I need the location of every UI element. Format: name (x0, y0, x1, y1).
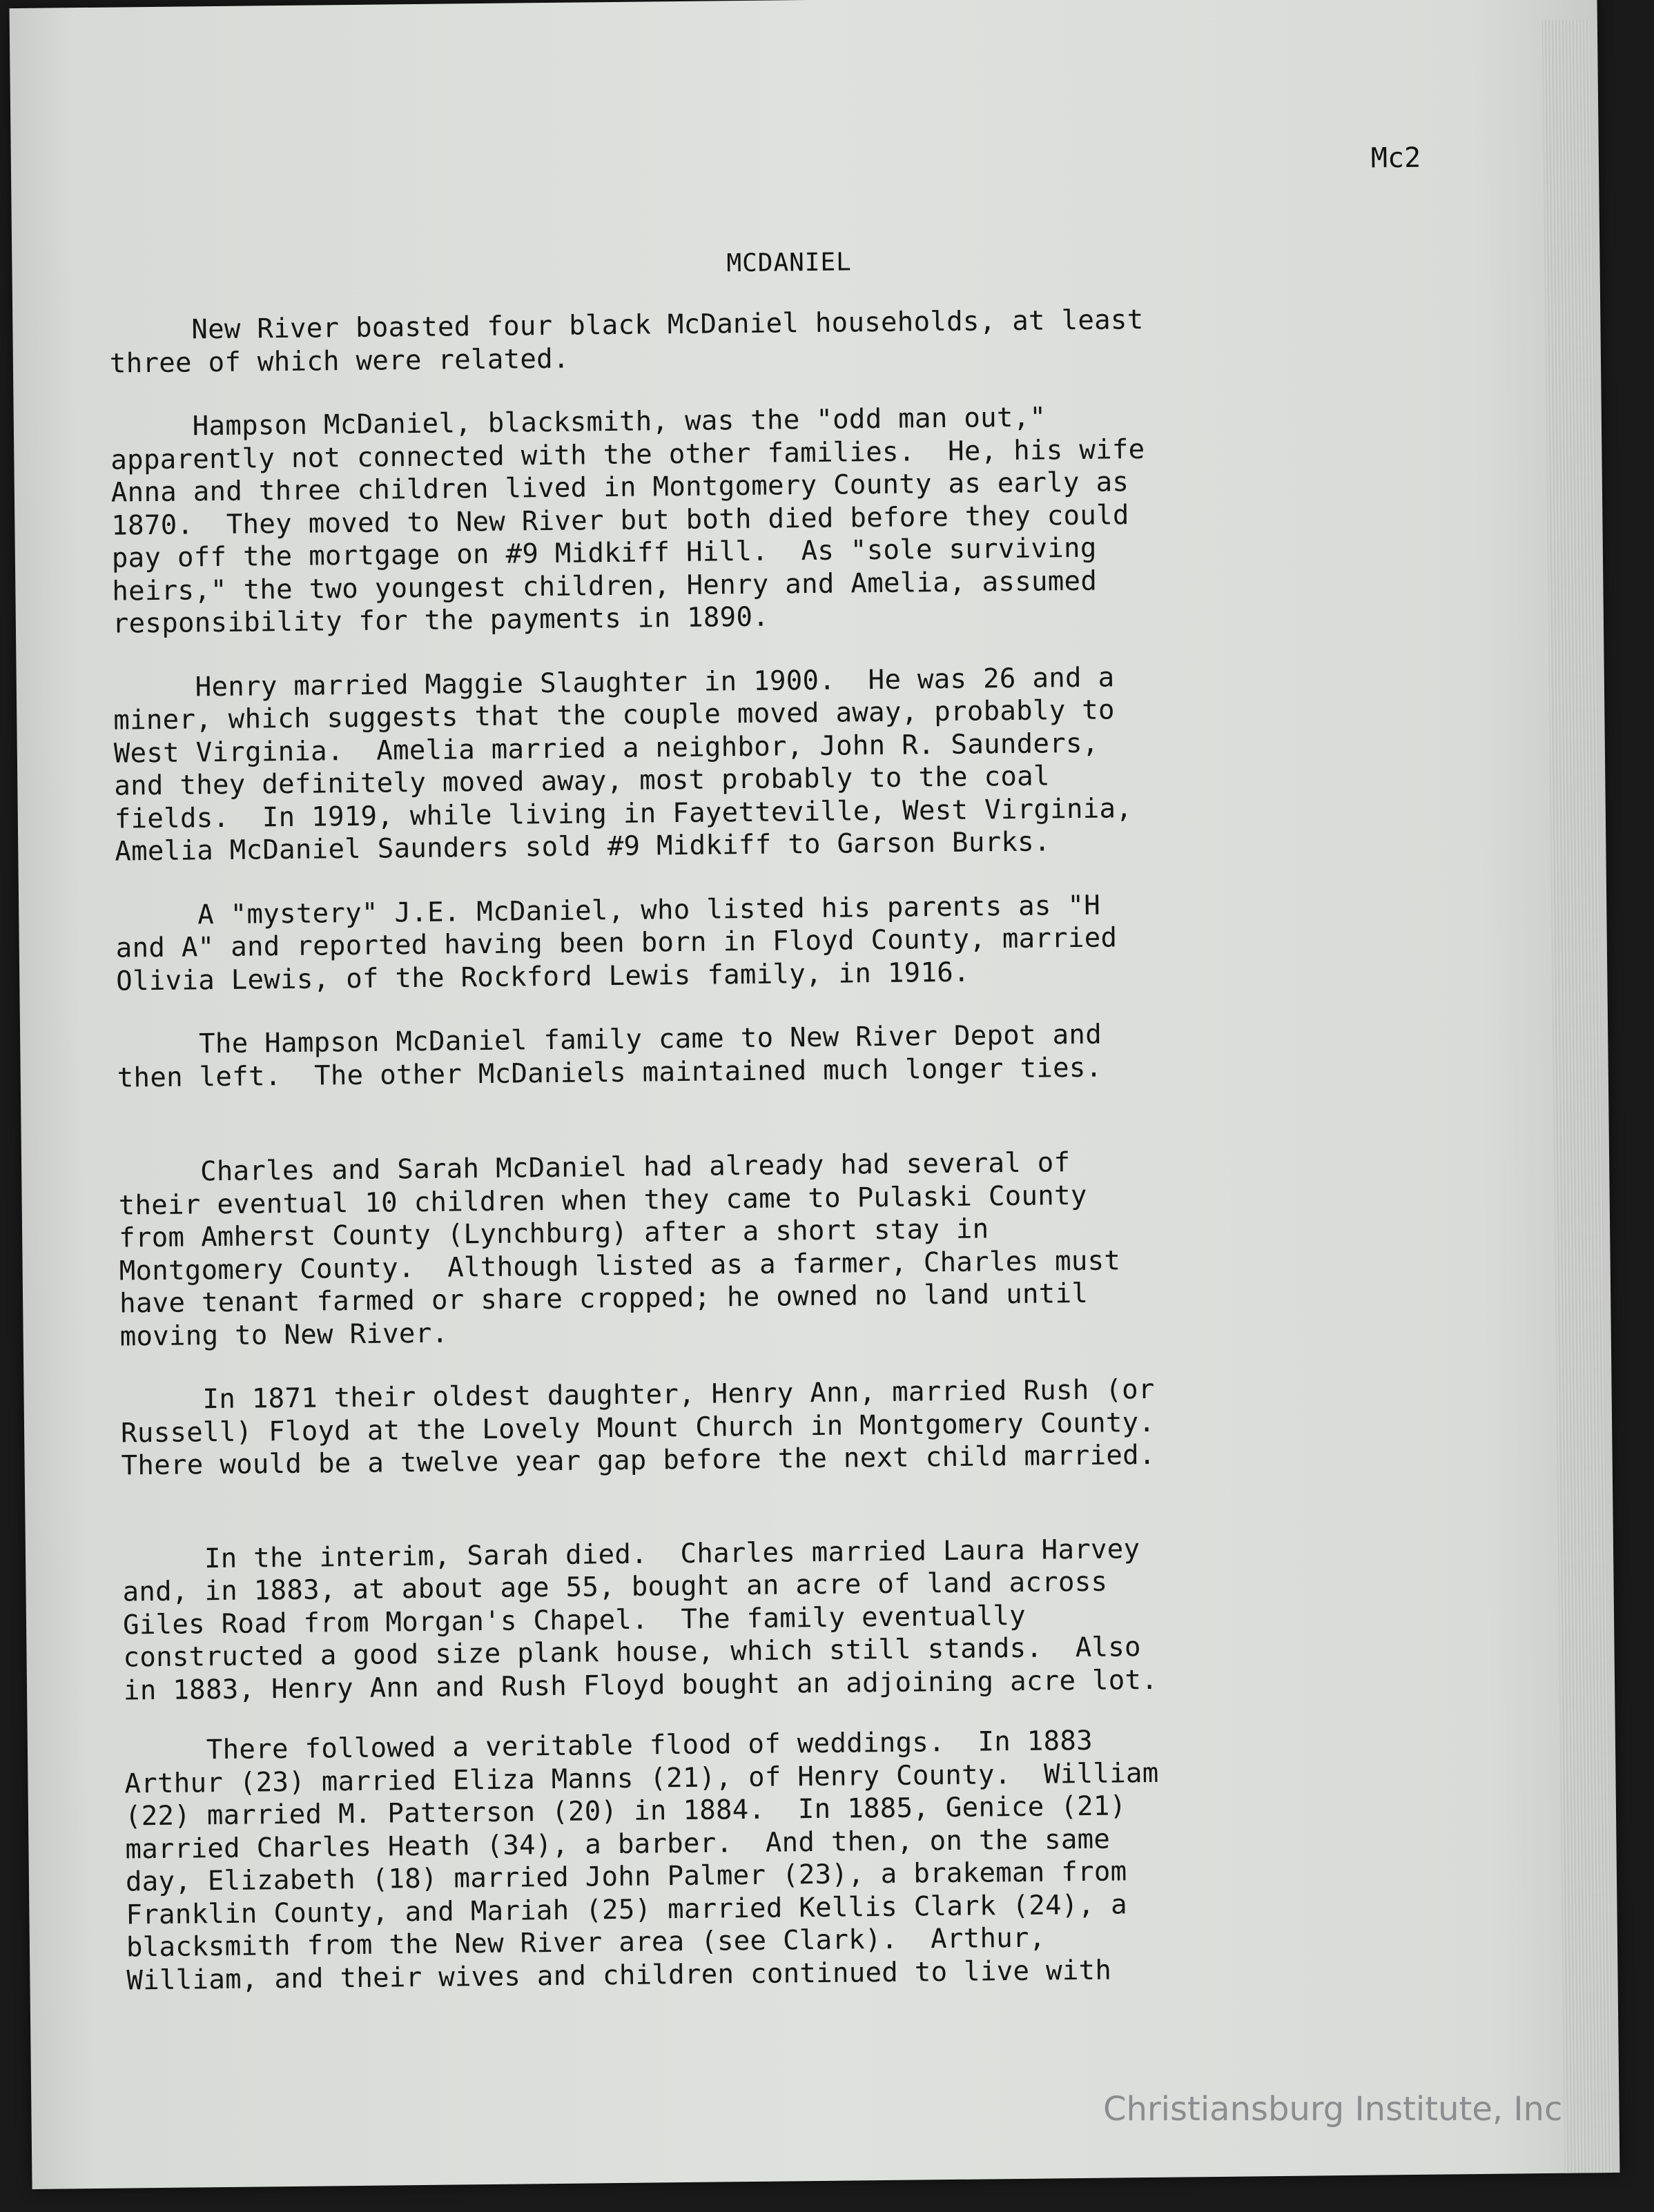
page-title: MCDANIEL (726, 248, 853, 278)
paragraph: Charles and Sarah McDaniel had already had several of their eventual 10 children when they came to Pulaski County from Amherst County (Lynchburg) after a short stay in Montgomery County. Although listed as a farmer, Charles must have tenant farmed or share cropped; he owned no land until moving to New River. (117, 1147, 1121, 1353)
document-page (10, 0, 1620, 2189)
page-number: Mc2 (1370, 141, 1421, 175)
paragraph: New River boasted four black McDaniel households, at least three of which were related. (109, 304, 1144, 380)
paragraph: In 1871 their oldest daughter, Henry Ann, married Rush (or Russell) Floyd at the Lovely Mount Church in Montgomery County. There would be a twelve year gap before the next child married. (120, 1373, 1156, 1482)
paragraph: The Hampson McDaniel family came to New River Depot and then left. The other McDaniels maintained much longer ties. (117, 1019, 1102, 1094)
page-stack-edge (1542, 19, 1613, 2173)
paragraph: A "mystery" J.E. McDaniel, who listed his parents as "H and A" and reported having been born in Floyd County, married Olivia Lewis, of the Rockford Lewis family, in 1916. (115, 890, 1118, 997)
paragraph: In the interim, Sarah died. Charles married Laura Harvey and, in 1883, at about age 55, bought an acre of land across Giles Road from Morgan's Chapel. The family eventually constructed a good size plank house, which still stands. Also in 1883, Henry Ann and Rush Floyd bought an adjoining acre lot. (121, 1533, 1158, 1707)
paragraph: Hampson McDaniel, blacksmith, was the "odd man out," apparently not connected with the other families. He, his wife Anna and three children lived in Montgomery County as early as 1870. They moved to New River but both died before they could pay off the mortgage on #9 Midkiff Hill. As "sole surviving heirs," the two youngest children, Henry and Amelia, assumed responsibility for the payments in 1890. (110, 402, 1145, 640)
watermark-text: Christiansburg Institute, Inc (1103, 2090, 1563, 2128)
body-text (109, 301, 1452, 2028)
paragraph: Henry married Maggie Slaughter in 1900. He was 26 and a miner, which suggests that the couple moved away, probably to West Virginia. Amelia married a neighbor, John R. Saunders, and they definitely moved away, most probably to the coal fields. In 1919, while living in Fayetteville, West Virginia, Amelia McDaniel Saunders sold #9 Midkiff to Garson Burks. (113, 661, 1133, 868)
paragraph: There followed a veritable flood of weddings. In 1883 Arthur (23) married Eliza Manns (21), of Henry County. William (22) married M. Patterson (20) in 1884. In 1885, Genice (21) married Charles Heath (34), a barber. And then, on the same day, Elizabeth (18) married John Palmer (23), a brakeman from Franklin County, and Mariah (25) married Kellis Clark (24), a blacksmith from the New River area (see Clark). Arthur, William, and their wives and children continued to live with (124, 1725, 1159, 1997)
